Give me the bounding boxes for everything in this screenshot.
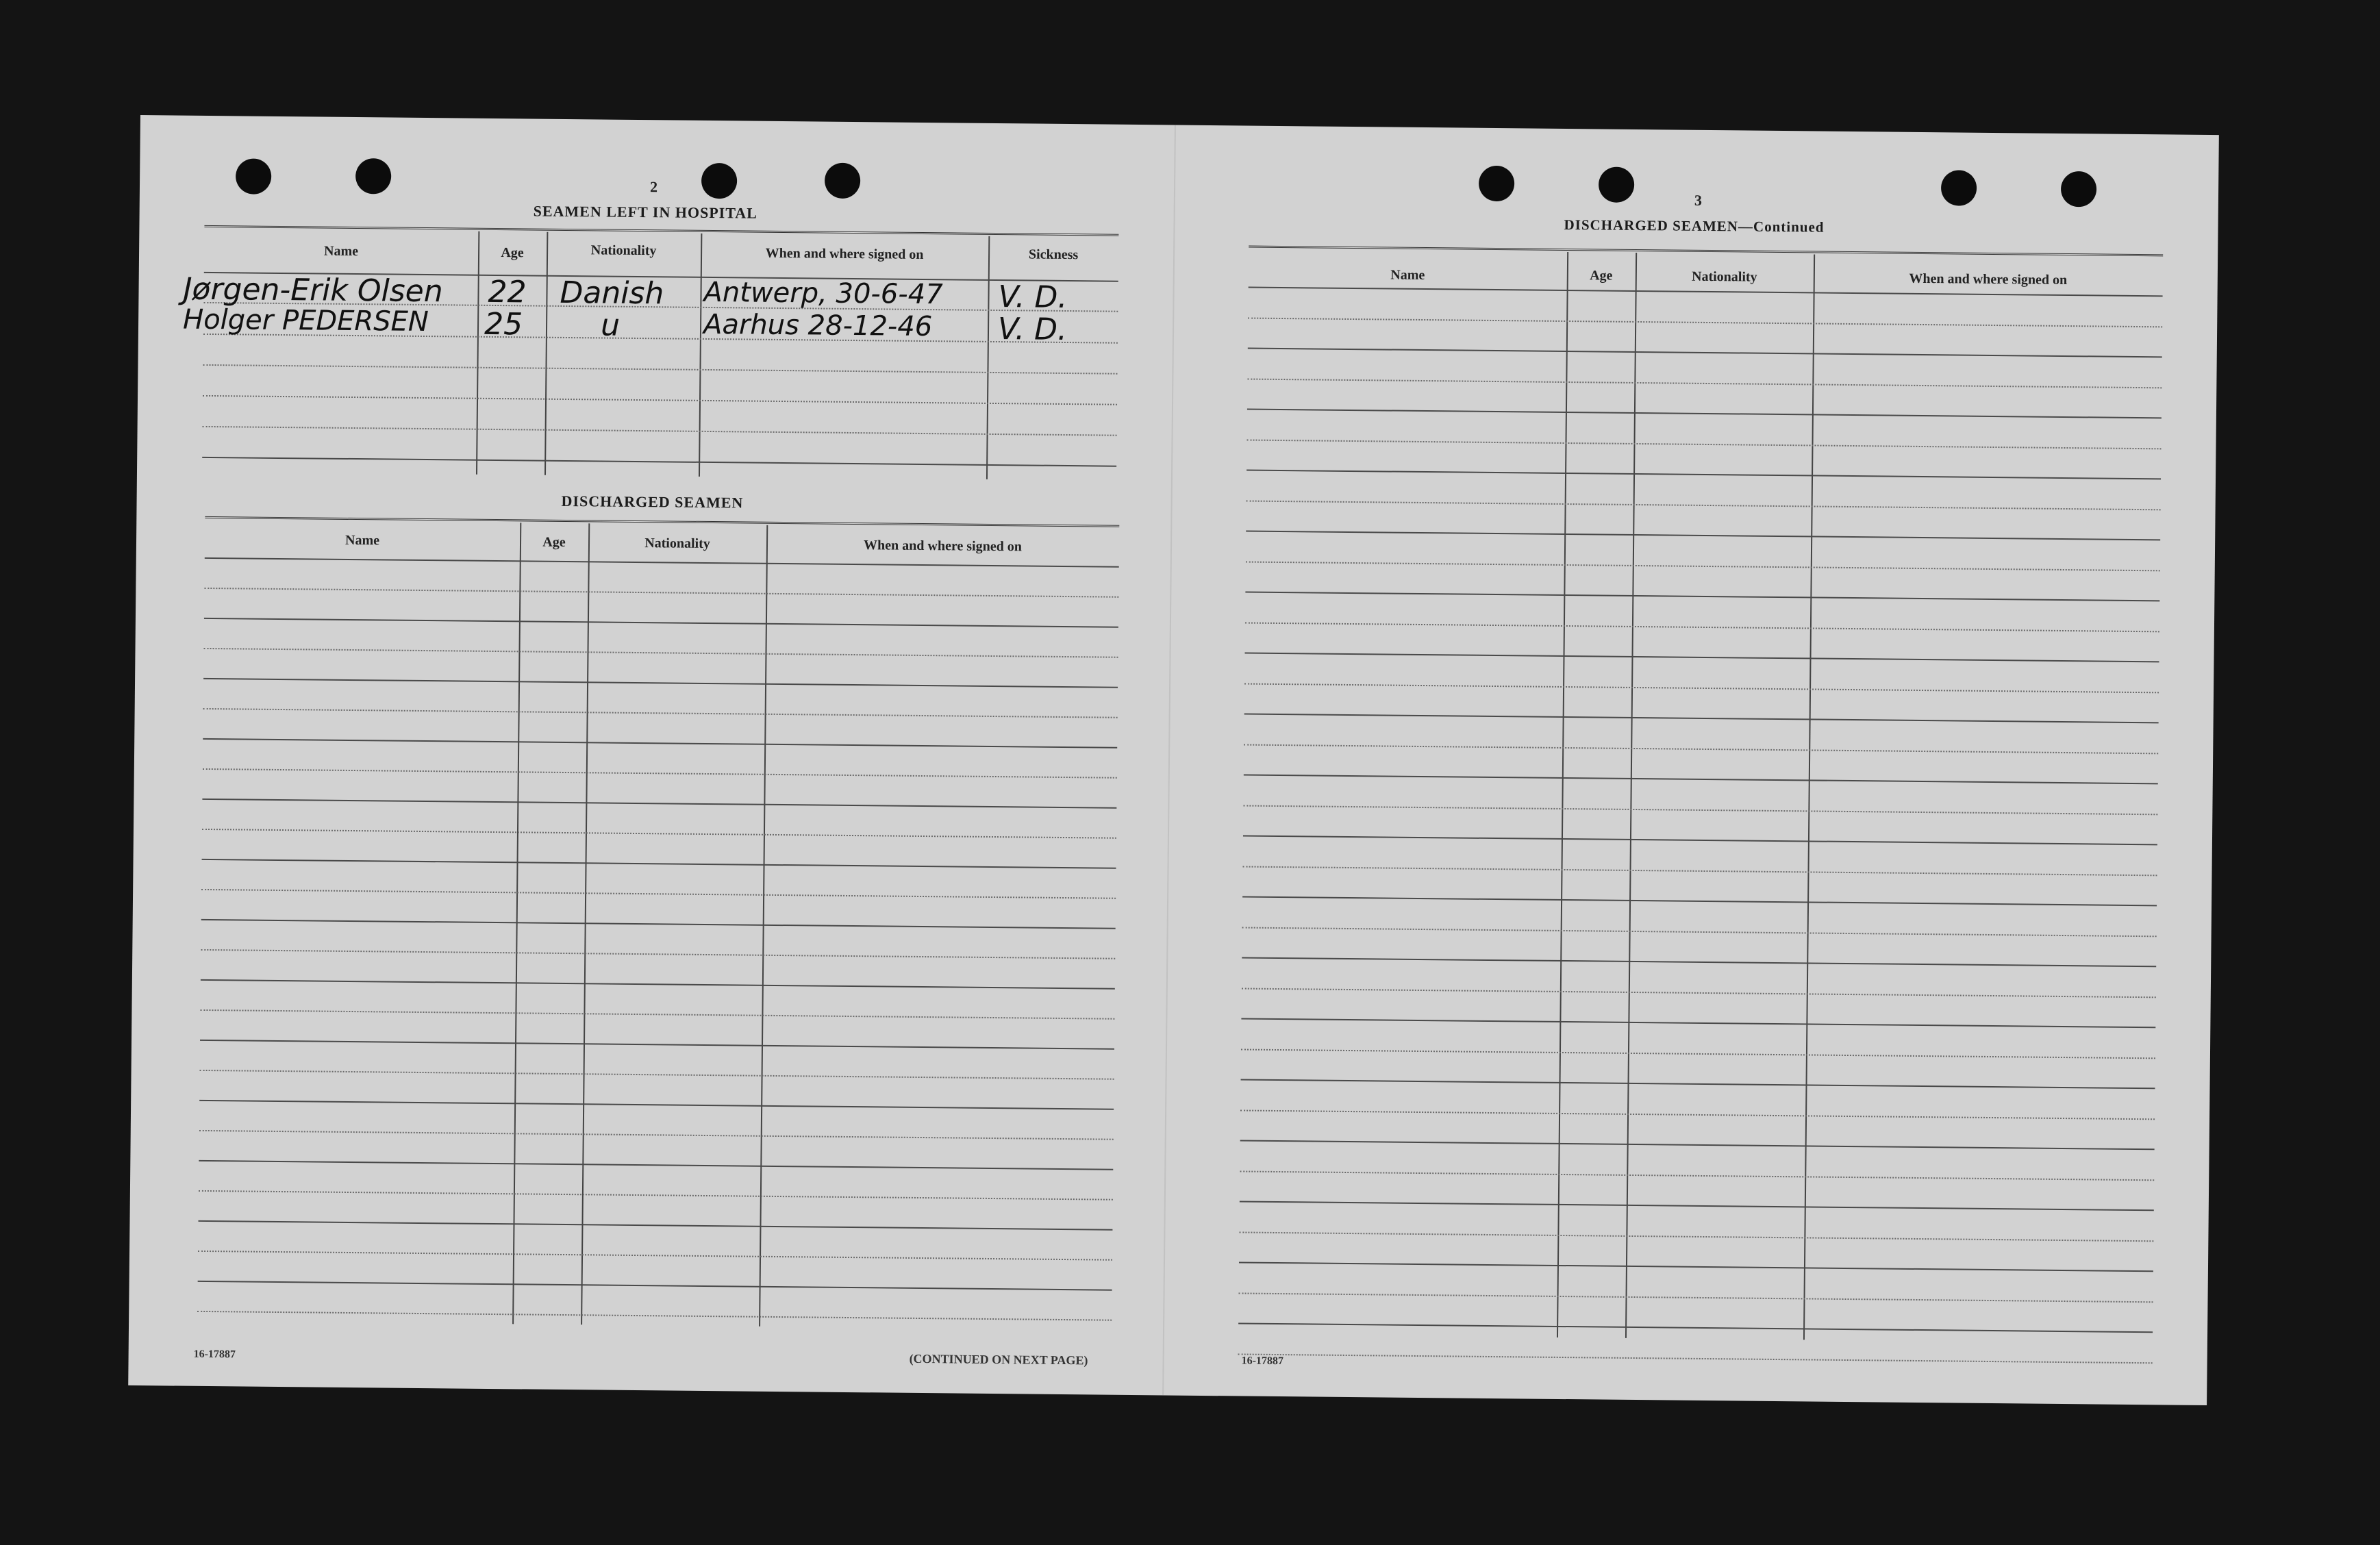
row-line <box>203 738 1117 749</box>
form-number: 16-17887 <box>1241 1355 1284 1368</box>
row-line <box>198 1251 1112 1261</box>
row-line <box>1243 836 2157 846</box>
table-top-rule <box>205 516 1119 527</box>
row-line <box>1242 896 2157 906</box>
column-header-nationality: Nationality <box>644 536 710 552</box>
row-line <box>1244 775 2158 785</box>
hospital-age-cell: 22 <box>488 274 527 310</box>
column-header-signed-on: When and where signed on <box>864 538 1023 555</box>
hospital-age-cell: 25 <box>484 306 523 342</box>
hospital-signed-on-cell: Aarhus 28-12-46 <box>703 308 933 343</box>
column-header-name: Name <box>324 243 359 260</box>
discharged-continued-title: DISCHARGED SEAMEN—Continued <box>1564 216 1825 236</box>
continued-note: (CONTINUED ON NEXT PAGE) <box>909 1351 1088 1368</box>
row-line <box>1246 561 2160 571</box>
row-line <box>1244 683 2159 693</box>
hospital-name-cell: Holger PEDERSEN <box>182 303 429 338</box>
page-number: 3 <box>1694 191 1703 209</box>
table-top-rule <box>1249 246 2163 257</box>
hospital-sickness-cell: V. D. <box>998 279 1068 316</box>
row-line <box>1242 927 2157 937</box>
column-divider <box>986 236 990 479</box>
row-line <box>1239 1231 2153 1242</box>
hospital-table <box>182 225 1118 488</box>
row-line <box>1246 531 2160 541</box>
row-line <box>202 457 1116 467</box>
row-line <box>201 949 1115 959</box>
row-line <box>203 768 1117 779</box>
row-line <box>1239 1261 2153 1272</box>
discharged-section-title: DISCHARGED SEAMEN <box>561 492 744 512</box>
table-top-rule <box>204 225 1118 236</box>
row-line <box>1242 988 2156 998</box>
column-divider <box>699 234 702 477</box>
row-line <box>1238 1353 2153 1364</box>
row-line <box>1241 1048 2155 1059</box>
hospital-name-cell: Jørgen-Erik Olsen <box>183 271 443 310</box>
column-header-signed-on: When and where signed on <box>765 245 924 262</box>
row-line <box>1239 1292 2153 1303</box>
row-line <box>1243 866 2157 876</box>
row-line <box>1240 1201 2154 1211</box>
column-divider <box>544 232 548 475</box>
punch-hole <box>1941 170 1977 205</box>
column-header-sickness: Sickness <box>1028 247 1079 263</box>
row-line <box>1245 653 2159 663</box>
punch-hole <box>1599 166 1634 202</box>
row-line <box>198 1281 1112 1291</box>
row-line <box>200 1040 1114 1050</box>
page-number: 2 <box>649 178 658 196</box>
row-line <box>1249 287 2163 297</box>
row-line <box>202 799 1116 809</box>
row-line <box>202 859 1116 869</box>
row-line <box>197 1311 1112 1321</box>
column-header-age: Age <box>542 534 566 550</box>
row-line <box>1244 714 2159 724</box>
row-line <box>203 678 1118 688</box>
row-line <box>203 426 1117 436</box>
row-line <box>1242 957 2156 967</box>
row-line <box>1240 1109 2155 1120</box>
column-header-nationality: Nationality <box>590 242 657 259</box>
row-line <box>200 1009 1114 1020</box>
row-line <box>199 1130 1114 1140</box>
row-line <box>198 1220 1112 1231</box>
row-line <box>1247 470 2161 480</box>
row-line <box>1247 378 2162 388</box>
hospital-nationality-cell: Danish <box>560 275 664 312</box>
row-line <box>205 557 1119 568</box>
column-header-age: Age <box>1590 268 1613 284</box>
punch-hole <box>355 158 391 194</box>
row-line <box>1238 1322 2153 1333</box>
row-line <box>199 1100 1114 1110</box>
hospital-signed-on-cell: Antwerp, 30-6-47 <box>703 276 943 311</box>
logbook-spread <box>128 115 2219 1405</box>
row-line <box>201 979 1115 990</box>
column-header-signed-on: When and where signed on <box>1909 271 2068 288</box>
column-header-name: Name <box>345 532 380 549</box>
row-line <box>204 618 1118 628</box>
row-line <box>1243 805 2157 815</box>
row-line <box>199 1160 1113 1170</box>
row-line <box>203 708 1118 718</box>
punch-hole <box>825 163 860 199</box>
row-line <box>203 395 1117 405</box>
hospital-section-title: SEAMEN LEFT IN HOSPITAL <box>533 202 757 222</box>
form-number: 16-17887 <box>193 1348 236 1361</box>
row-line <box>200 1070 1114 1080</box>
hospital-nationality-cell: u <box>600 307 621 343</box>
discharged-table-right <box>1238 246 2163 1351</box>
row-line <box>1247 409 2162 419</box>
row-line <box>201 889 1116 899</box>
punch-hole <box>2061 171 2096 207</box>
row-line <box>1240 1170 2154 1181</box>
row-line <box>1244 744 2158 754</box>
hospital-sickness-cell: V. D. <box>997 312 1068 348</box>
row-line <box>1240 1140 2155 1150</box>
punch-hole <box>236 158 271 194</box>
row-line <box>203 364 1117 375</box>
row-line <box>199 1190 1113 1201</box>
row-line <box>1245 592 2159 602</box>
row-line <box>1247 500 2161 510</box>
row-line <box>1241 1018 2155 1028</box>
row-line <box>1248 348 2162 358</box>
page-gutter <box>1162 125 1176 1395</box>
column-header-age: Age <box>501 245 524 261</box>
discharged-table-left <box>197 516 1119 1337</box>
column-divider <box>476 231 479 475</box>
row-line <box>204 588 1118 598</box>
row-line <box>1248 317 2162 327</box>
row-line <box>204 648 1118 658</box>
row-line <box>201 919 1116 929</box>
column-header-nationality: Nationality <box>1691 268 1757 285</box>
row-line <box>202 829 1116 839</box>
punch-hole <box>1479 166 1514 201</box>
punch-hole <box>701 163 737 199</box>
row-line <box>1245 622 2159 632</box>
row-line <box>1247 439 2162 449</box>
column-header-name: Name <box>1390 267 1425 284</box>
row-line <box>1241 1079 2155 1089</box>
